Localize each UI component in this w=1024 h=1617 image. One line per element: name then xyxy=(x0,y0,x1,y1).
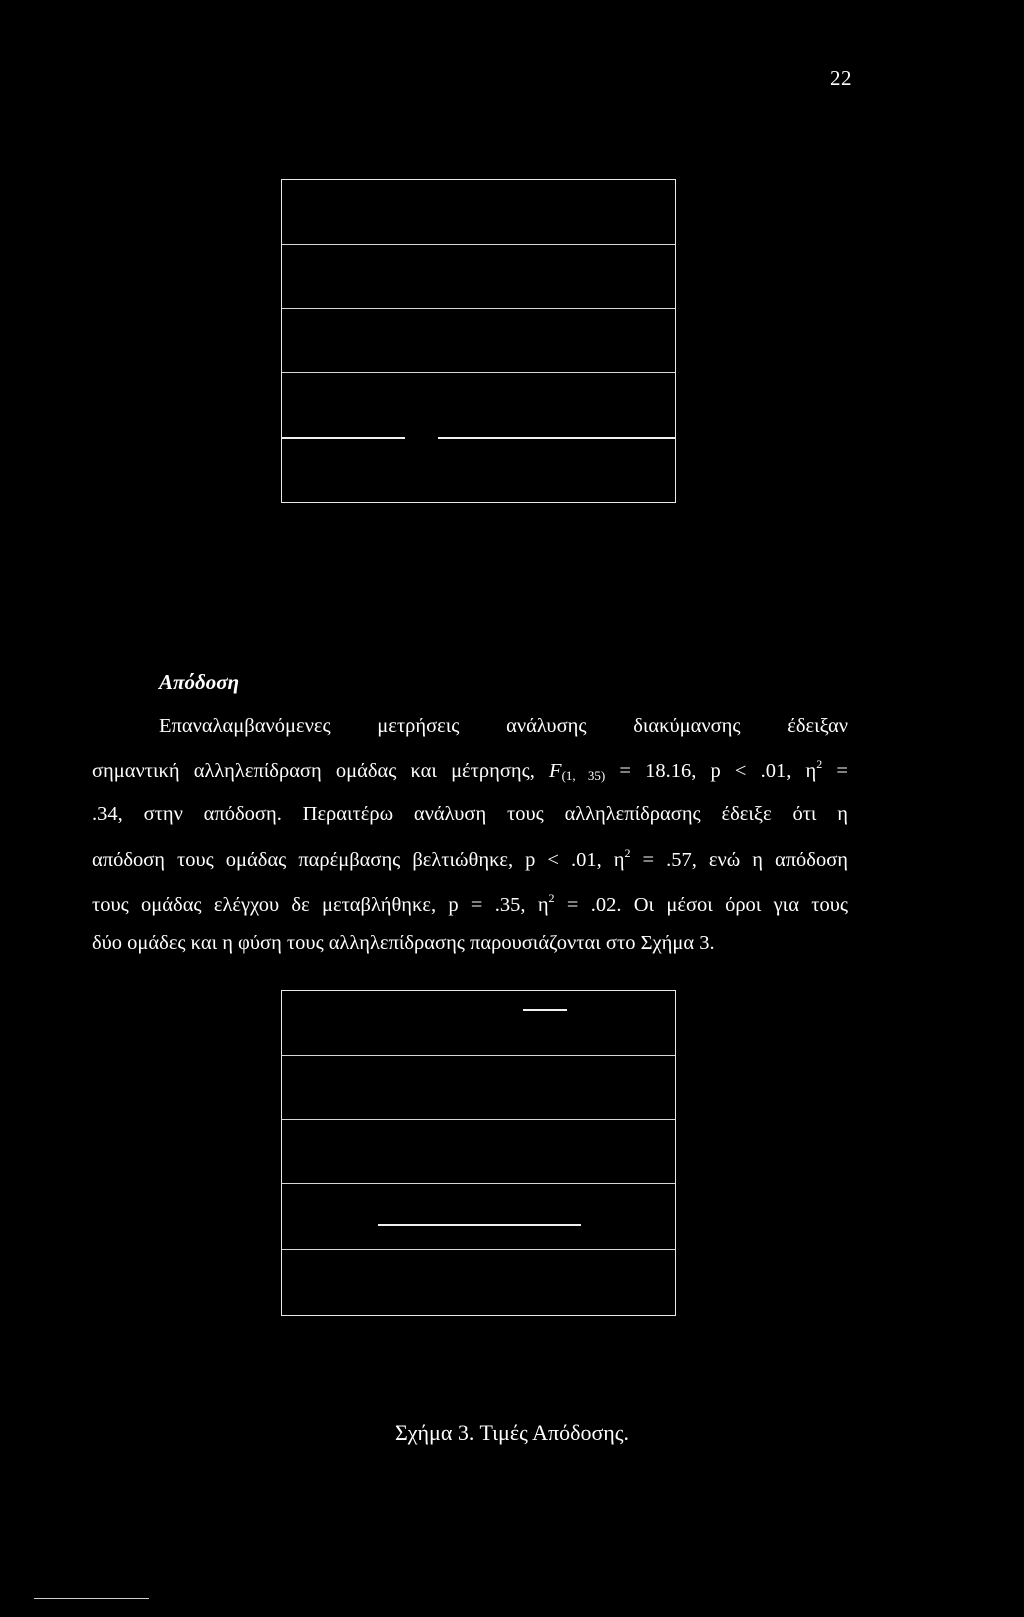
figure-caption: Σχήμα 3. Τιμές Απόδοσης. xyxy=(394,1420,630,1445)
gridline xyxy=(282,372,675,373)
gridline xyxy=(282,1119,675,1120)
series-line xyxy=(523,1009,567,1011)
section-heading: Απόδοση xyxy=(159,670,240,694)
gridline xyxy=(282,244,675,245)
gridline xyxy=(282,1055,675,1056)
gridline xyxy=(282,1249,675,1250)
body-paragraph xyxy=(92,707,848,962)
upper-figure-frame xyxy=(281,179,676,503)
paragraph-line: δύο ομάδες και η φύση τους αλληλεπίδρασης παρουσιάζονται στο Σχήμα 3. xyxy=(92,932,715,955)
page-number: 22 xyxy=(830,66,852,90)
lower-figure-frame xyxy=(281,990,676,1316)
paragraph-line: απόδοση τους ομάδας παρέμβασης βελτιώθηκε, p < .01, $\eta^2 = .57$, ενώ η απόδοση xyxy=(92,845,848,871)
gridline-segment xyxy=(438,437,675,439)
gridline xyxy=(282,308,675,309)
paragraph-line: Επαναλαμβανόμενες μετρήσεις ανάλυσης διακύμανσης έδειξαν xyxy=(159,715,848,737)
paragraph-line: .34, στην απόδοση. Περαιτέρω ανάλυση τους αλληλεπίδρασης έδειξε ότι η xyxy=(92,803,848,826)
paragraph-line: σημαντική αλληλεπίδραση ομάδας και μέτρησης, $F_{(1, 35)} = 18.16$, p < .01, $\eta^2$ = xyxy=(92,757,848,784)
series-line xyxy=(378,1224,581,1226)
paragraph-line: τους ομάδας ελέγχου δε μεταβλήθηκε, p = .35, $\eta^2 = .02$. Οι μέσοι όροι για τους xyxy=(92,890,848,916)
gridline xyxy=(282,1183,675,1184)
gridline-segment xyxy=(282,437,405,439)
footnote-rule xyxy=(34,1598,149,1599)
